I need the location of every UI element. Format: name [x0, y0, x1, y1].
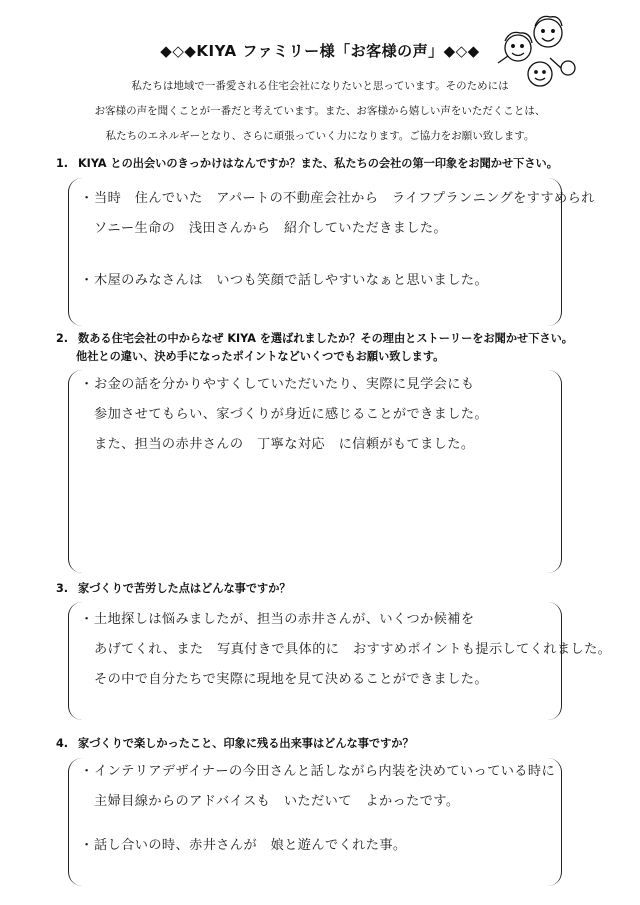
bullet: ・: [80, 764, 94, 779]
answer-line: あげてくれ、また 写真付きで具体的に おすすめポイントも提示してくれました。: [94, 642, 612, 657]
answer-3: [80, 605, 611, 695]
answer-line: 土地探しは悩みましたが、担当の赤井さんが、いくつか候補を: [94, 612, 475, 627]
page-title: ◆◇◆KIYA ファミリー様「お客様の声」◆◇◆: [160, 42, 480, 60]
question-text: 他社との違い、決め手になったポイントなどいくつでもお願い致します。: [76, 350, 445, 363]
answer-line: ソニー生命の 浅田さんから 紹介していただきました。: [94, 221, 448, 236]
bullet: ・: [80, 612, 94, 627]
intro-line: 私たちのエネルギーとなり、さらに頑張っていく力になります。ご協力をお願い致します。: [105, 130, 535, 142]
answer-line: 木屋のみなさんは いつも笑顔で話しやすいなぁと思いました。: [94, 273, 489, 288]
intro-text: [0, 74, 640, 149]
answer-line: また、担当の赤井さんの 丁寧な対応 に信頼がもてました。: [94, 437, 475, 452]
question-text: 家づくりで苦労した点はどんな事ですか？: [78, 582, 291, 595]
question-text: 数ある住宅会社の中からなぜ KIYA を選ばれましたか？その理由とストーリーをお聞かせ下さい。: [78, 332, 573, 345]
answer-line: 当時 住んでいた アパートの不動産会社から ライフプランニングをすすめられ: [94, 191, 595, 206]
question-number: 4.: [56, 737, 69, 750]
question-2: [56, 330, 573, 366]
answer-line: お金の話を分かりやすくしていただいたり、実際に見学会にも: [94, 377, 475, 392]
bullet: ・: [80, 377, 94, 392]
question-text: 家づくりで楽しかったこと、印象に残る出来事はどんな事ですか？: [78, 737, 414, 750]
intro-line: お客様の声を聞くことが一番だと考えています。また、お客様から嬉しい声をいただくことは、: [94, 105, 546, 117]
answer-line: 参加させてもらい、家づくりが身近に感じることができました。: [94, 407, 489, 422]
question-3: [56, 580, 291, 598]
answer-line: 話し合いの時、赤井さんが 娘と遊んでくれた事。: [94, 838, 407, 853]
answer-2: [80, 370, 488, 460]
answer-line: その中で自分たちで実際に現地を見て決めることができました。: [94, 672, 488, 687]
answer-4: [80, 757, 555, 861]
question-number: 1.: [56, 157, 69, 170]
answer-line: インテリアデザイナーの今田さんと話しながら内装を決めていっている時に: [94, 764, 556, 779]
question-1: [56, 155, 558, 173]
answer-1: [80, 184, 595, 296]
bullet: ・: [80, 191, 94, 206]
answer-line: 主婦目線からのアドバイスも いただいて よかったです。: [94, 794, 460, 809]
question-number: 3.: [56, 582, 69, 595]
bullet: ・: [80, 838, 94, 853]
question-text: KIYA との出会いのきっかけはなんですか？また、私たちの会社の第一印象をお聞かせ下さい。: [78, 157, 558, 170]
question-number: 2.: [56, 332, 69, 345]
bullet: ・: [80, 273, 94, 288]
intro-line: 私たちは地域で一番愛される住宅会社になりたいと思っています。そのためには: [131, 80, 509, 92]
question-4: [56, 735, 414, 753]
